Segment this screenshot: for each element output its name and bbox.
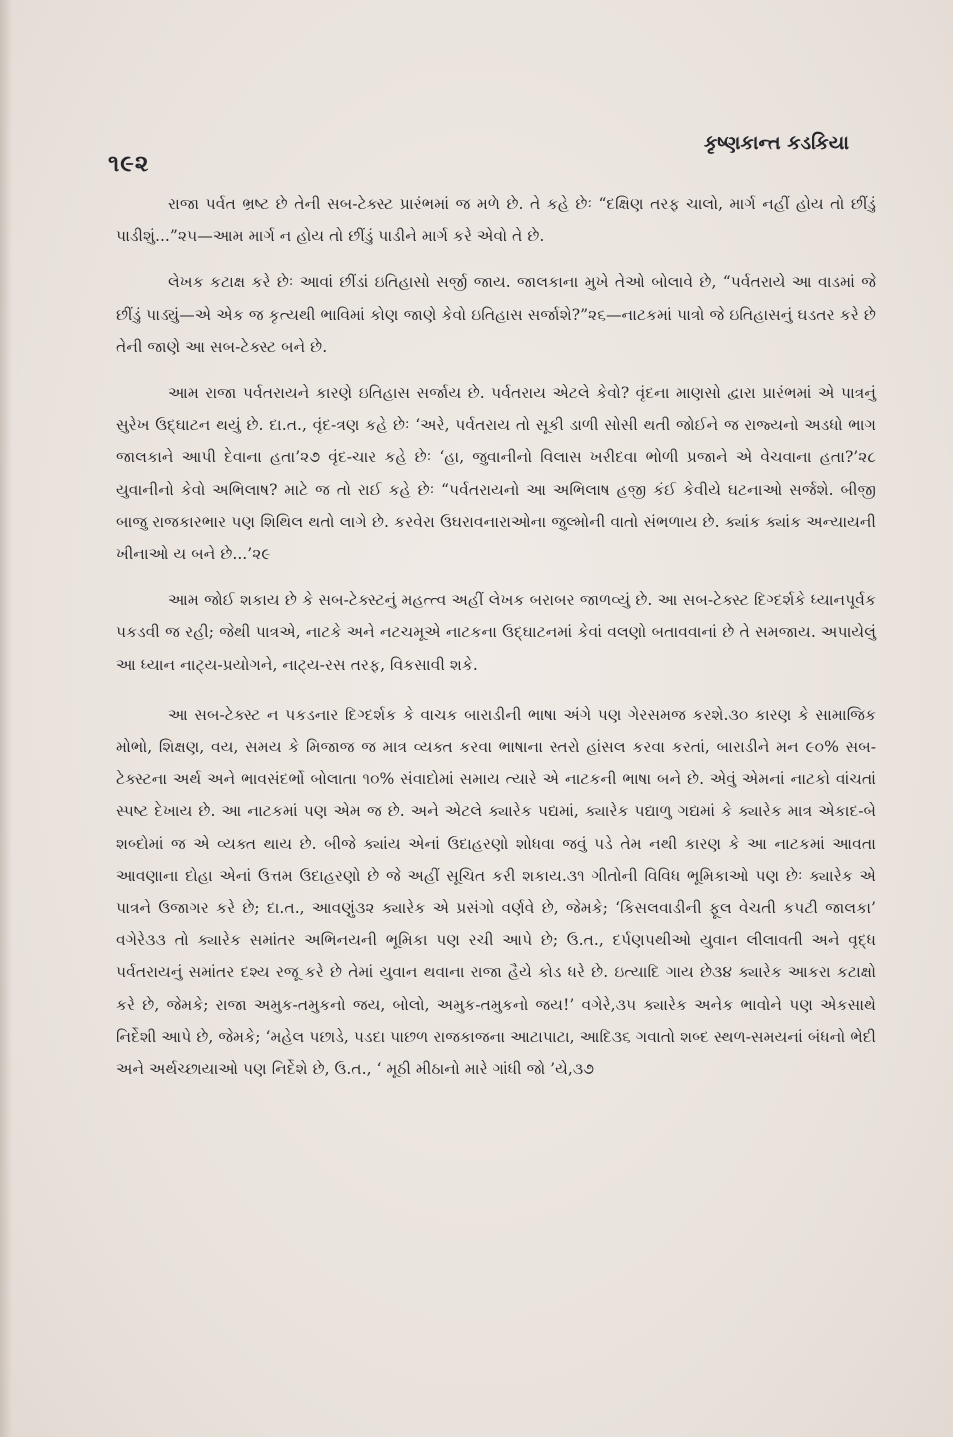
page-number: ૧૯૨ [108, 150, 150, 177]
paragraph: આ સબ-ટેક્સ્ટ ન પકડનાર દિગ્દર્શક કે વાચક બારાડીની ભાષા અંગે પણ ગેરસમજ કરશે.૩૦ કારણ કે સામાજિક મોભો, શિક્ષણ, વય, સમય કે મિજાજ જ માત્ર વ્યક્ત કરવા ભાષાના સ્તરો હાંસલ કરવા કરતાં, બારાડીને મન ૯૦% સબ-ટેક્સ્ટના અર્થ અને ભાવસંદર્ભો બોલાતા ૧૦% સંવાદોમાં સમાય ત્યારે એ નાટકની ભાષા બને છે. એવું એમનાં નાટકો વાંચતાં સ્પષ્ટ દેખાય છે. આ નાટકમાં પણ એમ જ છે. અને એટલે ક્યારેક પદ્યમાં, ક્યારેક પદ્યાળુ ગદ્યમાં કે ક્યારેક માત્ર એકાદ-બે શબ્દોમાં જ એ વ્યક્ત થાય છે. બીજે ક્યાંય એનાં ઉદાહરણો શોધવા જવું પડે તેમ નથી કારણ કે આ નાટકમાં આવતા આવણાના દોહા એનાં ઉત્તમ ઉદાહરણો છે જે અહીં સૂચિત કરી શકાય.૩૧ ગીતોની વિવિધ ભૂમિકાઓ પણ છેઃ ક્યારેક એ પાત્રને ઉજાગર કરે છે; દા.ત., આવણું૩૨ ક્યારેક એ પ્રસંગો વર્ણવે છે, જેમકે; ‘કિસલવાડીની ફૂલ વેચતી કપટી જાલકા’ વગેરે૩૩ તો ક્યારેક સમાંતર અભિનયની ભૂમિકા પણ રચી આપે છે; ઉ.ત., દર્પણપથીઓ યુવાન લીલાવતી અને વૃદ્ધ પર્વતરાયનું સમાંતર દશ્ય રજૂ કરે છે તેમાં યુવાન થવાના રાજા હૈયે કોડ ધરે છે. ઇત્યાદિ ગાય છે૩૪ ક્યારેક આકરા કટાક્ષો કરે છે, જેમકે; રાજા અમુક-તમુકનો જય, બોલો, અમુક-તમુકનો જય!’ વગેરે,૩૫ ક્યારેક અનેક ભાવોને પણ એકસાથે નિર્દેશી આપે છે, જેમકે; ‘મહેલ પછાડે, પડદા પાછળ રાજકાજના આટાપાટા, આદિ૩૬ ગવાતો શબ્દ સ્થળ-સમયનાં બંધનો ભેદી અને અર્થચ્છાયાઓ પણ નિર્દેશે છે, ઉ.ત., ‘ મૂઠી મીઠાનો મારે ગાંધી જો ’યે,૩૭ [116, 705, 876, 1079]
body-text [116, 188, 876, 1103]
paragraph: આમ જોઈ શકાય છે કે સબ-ટેક્સ્ટનું મહત્ત્વ અહીં લેખક બરાબર જાળવ્યું છે. આ સબ-ટેક્સ્ટ દિગ્દર્શકે ધ્યાનપૂર્વક પકડવી જ રહી; જેથી પાત્રએ, નાટકે અને નટચમૂએ નાટકના ઉદ્ઘાટનમાં કેવાં વલણો બતાવવાનાં છે તે સમજાય. અપાયેલું આ ધ્યાન નાટ્ય-પ્રયોગને, નાટ્ય-રસ તરફ, વિકસાવી શકે. [116, 591, 876, 674]
paragraph: લેખક કટાક્ષ કરે છેઃ આવાં છીંડાં ઇતિહાસો સર્જી જાય. જાલકાના મુખે તેઓ બોલાવે છે, “પર્વતરાયે આ વાડમાં જે છીંડું પાડ્યું—એ એક જ કૃત્યથી ભાવિમાં કોણ જાણે કેવો ઇતિહાસ સર્જાશે?”૨૬—નાટકમાં પાત્રો જે ઇતિહાસનું ઘડતર કરે છે તેની જાણે આ સબ-ટેક્સ્ટ બને છે. [116, 273, 876, 356]
running-head-author: કૃષ્ણકાન્ત કડકિયા [703, 132, 849, 154]
page-header [0, 0, 953, 190]
paragraph: આમ રાજા પર્વતરાયને કારણે ઇતિહાસ સર્જાય છે. પર્વતરાય એટલે કેવો? વૃંદના માણસો દ્વારા પ્રારંભમાં એ પાત્રનું સુરેખ ઉદ્ઘાટન થયું છે. દા.ત., વૃંદ-ત્રણ કહે છેઃ ‘અરે, પર્વતરાય તો સૂકી ડાળી સોસી થતી જોઈને જ રાજ્યનો અડધો ભાગ જાલકાને આપી દેવાના હતા’૨૭ વૃંદ-ચાર કહે છેઃ ‘હા, જુવાનીનો વિલાસ ખરીદવા ભોળી પ્રજાને એ વેચવાના હતા?’૨૮ યુવાનીનો કેવો અભિલાષ? માટે જ તો રાઈ કહે છેઃ “પર્વતરાયનો આ અભિલાષ હજી કંઈ કેવીયે ઘટનાઓ સર્જશે. બીજી બાજુ રાજકારભાર પણ શિથિલ થતો લાગે છે. કરવેરા ઉઘરાવનારાઓના જુલ્મોની વાતો સંભળાય છે. ક્યાંક ક્યાંક અન્યાયની ખીનાઓ ય બને છે...’૨૯ [116, 384, 876, 564]
paragraph: રાજા પર્વત ભ્રષ્ટ છે તેની સબ-ટેક્સ્ટ પ્રારંભમાં જ મળે છે. તે કહે છેઃ “દક્ષિણ તરફ ચાલો, માર્ગ નહીં હોય તો છીંડું પાડીશું...”૨૫—આમ માર્ગ ન હોય તો છીંડું પાડીને માર્ગ કરે એવો તે છે. [116, 195, 876, 246]
page-binding-shadow [0, 0, 12, 1437]
